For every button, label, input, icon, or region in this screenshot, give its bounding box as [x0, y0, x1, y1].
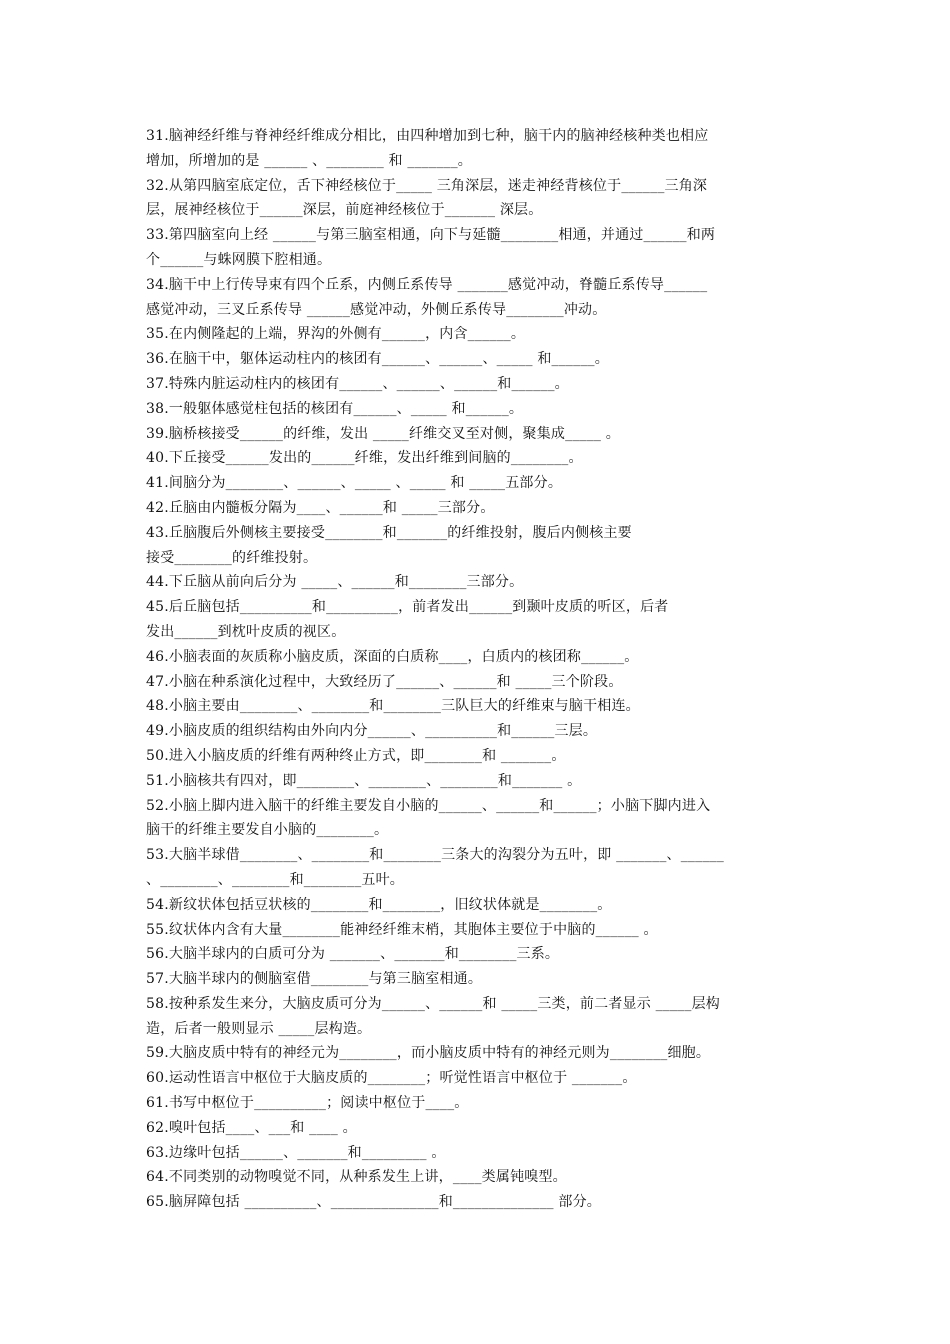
text-line-33b: 个______与蛛网膜下腔相通。: [146, 251, 332, 268]
text-line-46: 46.小脑表面的灰质称小脑皮质，深面的白质称____，白质内的核团称______。: [146, 648, 639, 665]
text-line-52a: 52.小脑上脚内进入脑干的纤维主要发自小脑的______、______和______；小脑下脚内进入: [146, 797, 711, 814]
text-line-53b: 、________、________和________五叶。: [146, 871, 404, 888]
text-line-32a: 32.从第四脑室底定位，舌下神经核位于_____ 三角深层，迷走神经背核位于______三角深: [146, 177, 708, 194]
text-line-57: 57.大脑半球内的侧脑室借________与第三脑室相通。: [146, 971, 483, 988]
text-line-55: 55.纹状体内含有大量________能神经纤维末梢，其胞体主要位于中脑的______ 。: [146, 921, 658, 938]
text-line-36: 36.在脑干中，躯体运动柱内的核团有______、______、_____ 和______。: [146, 351, 609, 368]
text-line-45b: 发出______到枕叶皮质的视区。: [146, 623, 346, 640]
text-line-31b: 增加，所增加的是 ______ 、________ 和 _______。: [146, 152, 472, 169]
text-line-60: 60.运动性语言中枢位于大脑皮质的________；听觉性语言中枢位于 _______。: [146, 1070, 637, 1087]
text-line-49: 49.小脑皮质的组织结构由外向内分______、__________和______三层。: [146, 723, 598, 740]
text-line-64: 64.不同类别的动物嗅觉不同，从种系发生上讲，____类属钝嗅型。: [146, 1169, 567, 1186]
text-line-54: 54.新纹状体包括豆状核的________和________，旧纹状体就是________。: [146, 896, 612, 913]
text-line-32b: 层，展神经核位于______深层，前庭神经核位于_______ 深层。: [146, 202, 543, 219]
document-page: [146, 124, 814, 1215]
text-line-63: 63.边缘叶包括______、_______和_________ 。: [146, 1144, 446, 1161]
text-line-41: 41.间脑分为________、______、_____ 、_____ 和 _____五部分。: [146, 475, 563, 492]
text-line-45a: 45.后丘脑包括__________和__________，前者发出______到颞叶皮质的听区，后者: [146, 599, 669, 616]
text-line-40: 40.下丘接受______发出的______纤维，发出纤维到间脑的________。: [146, 450, 583, 467]
text-line-48: 48.小脑主要由________、________和________三队巨大的纤维束与脑干相连。: [146, 698, 640, 715]
text-line-53a: 53.大脑半球借________、________和________三条大的沟裂分为五叶，即 _______、______: [146, 847, 724, 864]
text-line-58b: 造，后者一般则显示 _____层构造。: [146, 1020, 372, 1037]
text-line-51: 51.小脑核共有四对，即________、________、________和_______ 。: [146, 772, 582, 789]
text-line-61: 61.书写中枢位于__________；阅读中枢位于____。: [146, 1095, 469, 1112]
text-line-47: 47.小脑在种系演化过程中，大致经历了______、______和 _____三个阶段。: [146, 673, 623, 690]
text-line-56: 56.大脑半球内的白质可分为 _______、_______和________三系。: [146, 946, 560, 963]
text-line-34b: 感觉冲动，三叉丘系传导 ______感觉冲动，外侧丘系传导________冲动。: [146, 301, 607, 318]
text-line-65: 65.脑屏障包括 __________、_______________和______________ 部分。: [146, 1194, 601, 1211]
text-line-34a: 34.脑干中上行传导束有四个丘系，内侧丘系传导 _______感觉冲动，脊髓丘系传导______: [146, 276, 708, 293]
text-line-52b: 脑干的纤维主要发自小脑的________。: [146, 822, 389, 839]
text-line-42: 42.丘脑由内髓板分隔为____、______和 _____三部分。: [146, 499, 495, 516]
text-line-44: 44.下丘脑从前向后分为 _____、______和________三部分。: [146, 574, 524, 591]
text-line-31a: 31.脑神经纤维与脊神经纤维成分相比，由四种增加到七种，脑干内的脑神经核种类也相应: [146, 128, 709, 144]
text-line-50: 50.进入小脑皮质的纤维有两种终止方式，即________和 _______。: [146, 747, 566, 764]
text-line-39: 39.脑桥核接受______的纤维，发出 _____纤维交叉至对侧，聚集成_____ 。: [146, 425, 620, 442]
text-line-58a: 58.按种系发生来分，大脑皮质可分为______、______和 _____三类，前二者显示 _____层构: [146, 995, 720, 1012]
text-line-43a: 43.丘脑腹后外侧核主要接受________和_______的纤维投射，腹后内侧核主要: [146, 524, 632, 541]
text-line-37: 37.特殊内脏运动柱内的核团有______、______、______和______。: [146, 375, 569, 392]
text-line-35: 35.在内侧隆起的上端，界沟的外侧有______，内含______。: [146, 326, 526, 343]
text-line-38: 38.一般躯体感觉柱包括的核团有______、_____ 和______。: [146, 400, 524, 417]
text-line-62: 62.嗅叶包括____、___和 ____ 。: [146, 1119, 357, 1136]
text-line-59: 59.大脑皮质中特有的神经元为________，而小脑皮质中特有的神经元则为________细胞。: [146, 1045, 711, 1062]
text-line-33a: 33.第四脑室向上经 ______与第三脑室相通，向下与延髓________相通，并通过______和两: [146, 227, 716, 244]
text-line-43b: 接受________的纤维投射。: [146, 549, 318, 566]
